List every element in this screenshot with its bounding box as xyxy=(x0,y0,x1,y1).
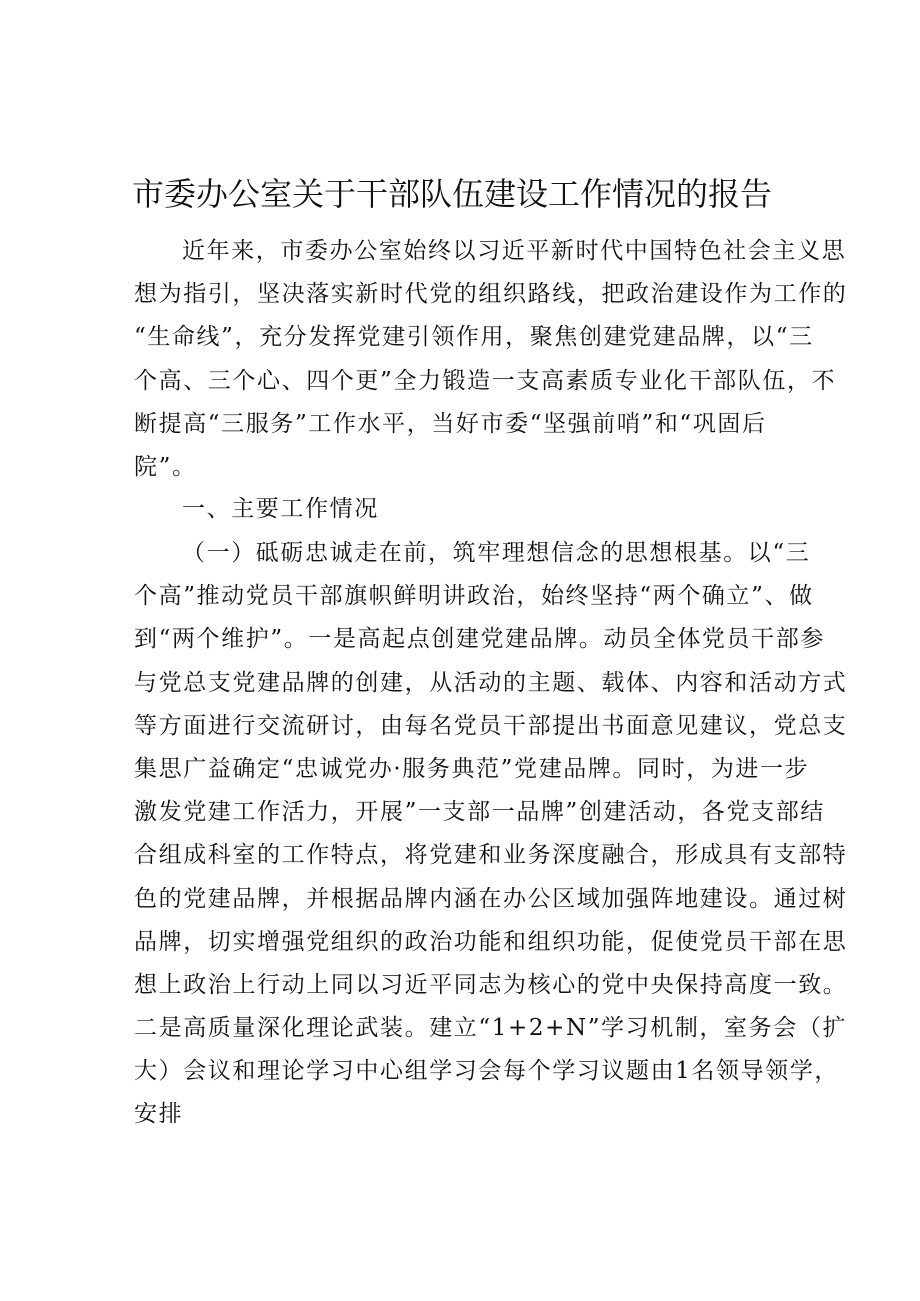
paragraph-line: 近年来，市委办公室始终以习近平新时代中国特色社会主义思 xyxy=(182,238,847,264)
intro-paragraph xyxy=(134,230,848,489)
paragraph-line: 二是高质量深化理论武装。建立“1+2+N”学习机制，室务会（扩 xyxy=(134,1015,848,1042)
paragraph-line: 想上政治上行动上同以习近平同志为核心的党中央保持高度一致。 xyxy=(134,971,848,998)
document-title: 市委办公室关于干部队伍建设工作情况的报告 xyxy=(132,175,773,213)
subsection-paragraph xyxy=(134,532,848,1137)
paragraph-line: “生命线”，充分发挥党建引领作用，聚焦创建党建品牌，以“三 xyxy=(134,324,814,351)
paragraph-line: 与党总支党建品牌的创建，从活动的主题、载体、内容和活动方式 xyxy=(134,669,848,696)
paragraph-line: 个高、三个心、四个更”全力锻造一支高素质专业化干部队伍，不 xyxy=(134,367,837,394)
paragraph-line: 合组成科室的工作特点，将党建和业务深度融合，形成具有支部特 xyxy=(134,842,848,869)
paragraph-line: 院”。 xyxy=(134,453,197,480)
paragraph-line: 色的党建品牌，并根据品牌内涵在办公区域加强阵地建设。通过树 xyxy=(134,885,848,912)
paragraph-line: 个高”推动党员干部旗帜鲜明讲政治，始终坚持“两个确立”、做 xyxy=(134,583,814,610)
paragraph-line: 集思广益确定“忠诚党办·服务典范”党建品牌。同时，为进一步 xyxy=(134,755,810,782)
paragraph-line: 等方面进行交流研讨，由每名党员干部提出书面意见建议，党总支 xyxy=(134,712,848,739)
section-heading-text: 一、主要工作情况 xyxy=(182,496,379,522)
paragraph-line: 大）会议和理论学习中心组学习会每个学习议题由1名领导领学， xyxy=(134,1058,840,1085)
paragraph-line: 到“两个维护”。一是高起点创建党建品牌。动员全体党员干部参 xyxy=(134,626,825,653)
paragraph-line: 想为指引，坚决落实新时代党的组织路线，把政治建设作为工作的 xyxy=(134,281,848,308)
paragraph-line: 安排 xyxy=(134,1101,184,1128)
paragraph-line: 激发党建工作活力，开展”一支部一品牌”创建活动，各党支部结 xyxy=(134,799,825,826)
paragraph-line: 断提高“三服务”工作水平，当好市委“坚强前哨”和“巩固后 xyxy=(134,410,767,437)
paragraph-line: 品牌，切实增强党组织的政治功能和组织功能，促使党员干部在思 xyxy=(134,928,848,955)
paragraph-line: （一）砥砺忠诚走在前，筑牢理想信念的思想根基。以“三 xyxy=(182,540,811,566)
section-heading xyxy=(134,488,794,531)
